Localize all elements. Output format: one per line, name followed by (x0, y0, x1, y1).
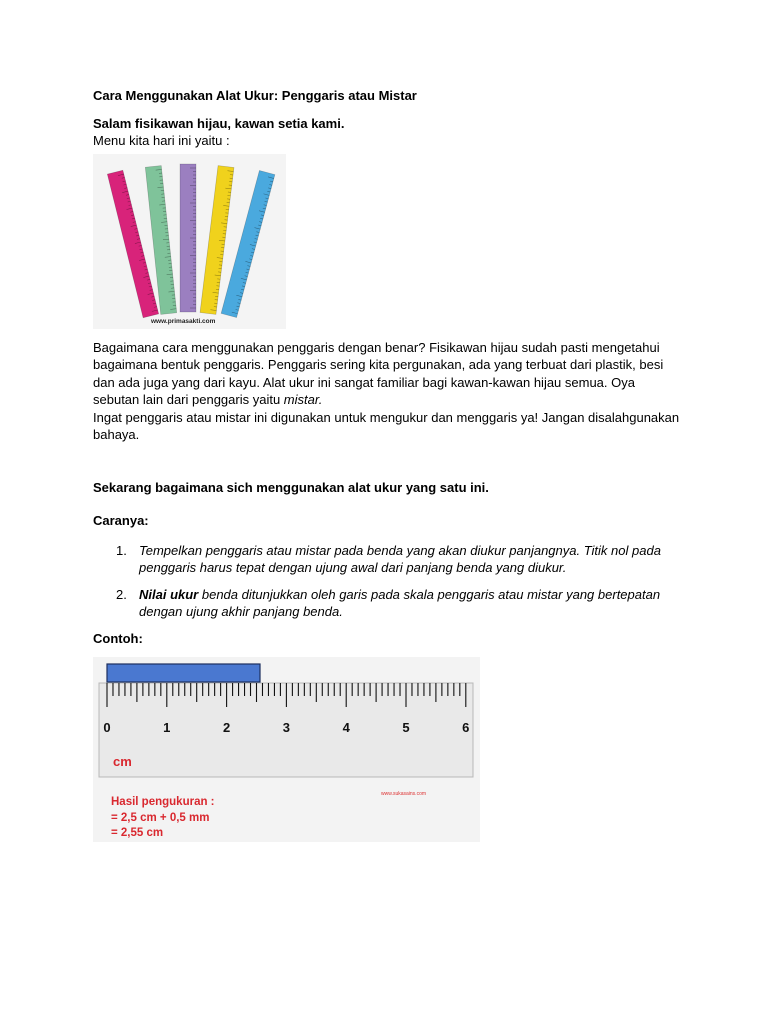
result-block (111, 795, 215, 842)
document-page (93, 87, 683, 842)
paragraph-1-text: Bagaimana cara menggunakan penggaris dengan benar? Fisikawan hijau sudah pasti mengetahui bagaimana bentuk penggaris. Penggaris sering kita pergunakan, ada yang terbuat dari plastik, besi dan ada juga yang dari kayu. Alat ukur ini sangat familiar bagi kawan-kawan hijau semua. Oya sebutan lain dari penggaris yaitu (93, 339, 664, 407)
step-bold: Nilai ukur (139, 586, 199, 602)
step-text: Tempelkan penggaris atau mistar pada benda yang akan diukur panjangnya. Titik nol pada penggaris harus tepat dengan ujung awal dari panjang benda yang diukur. (139, 542, 661, 575)
result-line: Hasil pengukuran : (111, 796, 215, 808)
watermark-2: www.sukasains.com (381, 791, 427, 797)
paragraph-1 (93, 339, 683, 409)
tick-label: 4 (342, 720, 350, 735)
watermark-1: www.primasakti.com (151, 317, 216, 325)
example-heading: Contoh: (93, 630, 143, 646)
tick-label: 3 (282, 720, 291, 735)
result-line: = 2,5 cm + 0,5 mm (111, 811, 210, 824)
menu-line: Menu kita hari ini yaitu : (93, 133, 230, 148)
paragraph-2: Ingat penggaris atau mistar ini digunakan untuk mengukur dan menggaris ya! Jangan disalahgunakan bahaya. (93, 409, 680, 442)
steps-list (93, 542, 683, 621)
document-title: Cara Menggunakan Alat Ukur: Penggaris atau Mistar (93, 88, 417, 103)
steps-heading: Caranya: (93, 513, 149, 528)
list-item (93, 586, 683, 621)
rulers-image (93, 154, 286, 329)
list-number: 1. (116, 542, 127, 558)
step-text: benda ditunjukkan oleh garis pada skala penggaris atau mistar yang bertepatan dengan ujung akhir panjang benda. (139, 586, 661, 619)
tick-label: 6 (462, 720, 470, 735)
measurement-image (93, 657, 480, 842)
colored-ruler (180, 164, 196, 312)
list-number: 2. (116, 586, 127, 602)
result-line: = 2,55 cm (111, 827, 164, 839)
measured-object (107, 664, 260, 682)
tick-label: 0 (103, 720, 111, 735)
tick-label: 2 (222, 720, 231, 735)
question-heading: Sekarang bagaimana sich menggunakan alat ukur yang satu ini. (93, 479, 489, 495)
tick-label: 5 (402, 720, 410, 735)
list-item (93, 542, 683, 577)
paragraph-1-italic: mistar. (283, 392, 323, 407)
tick-label: 1 (163, 720, 171, 735)
unit-label: cm (113, 754, 132, 769)
greeting: Salam fisikawan hijau, kawan setia kami. (93, 115, 345, 131)
